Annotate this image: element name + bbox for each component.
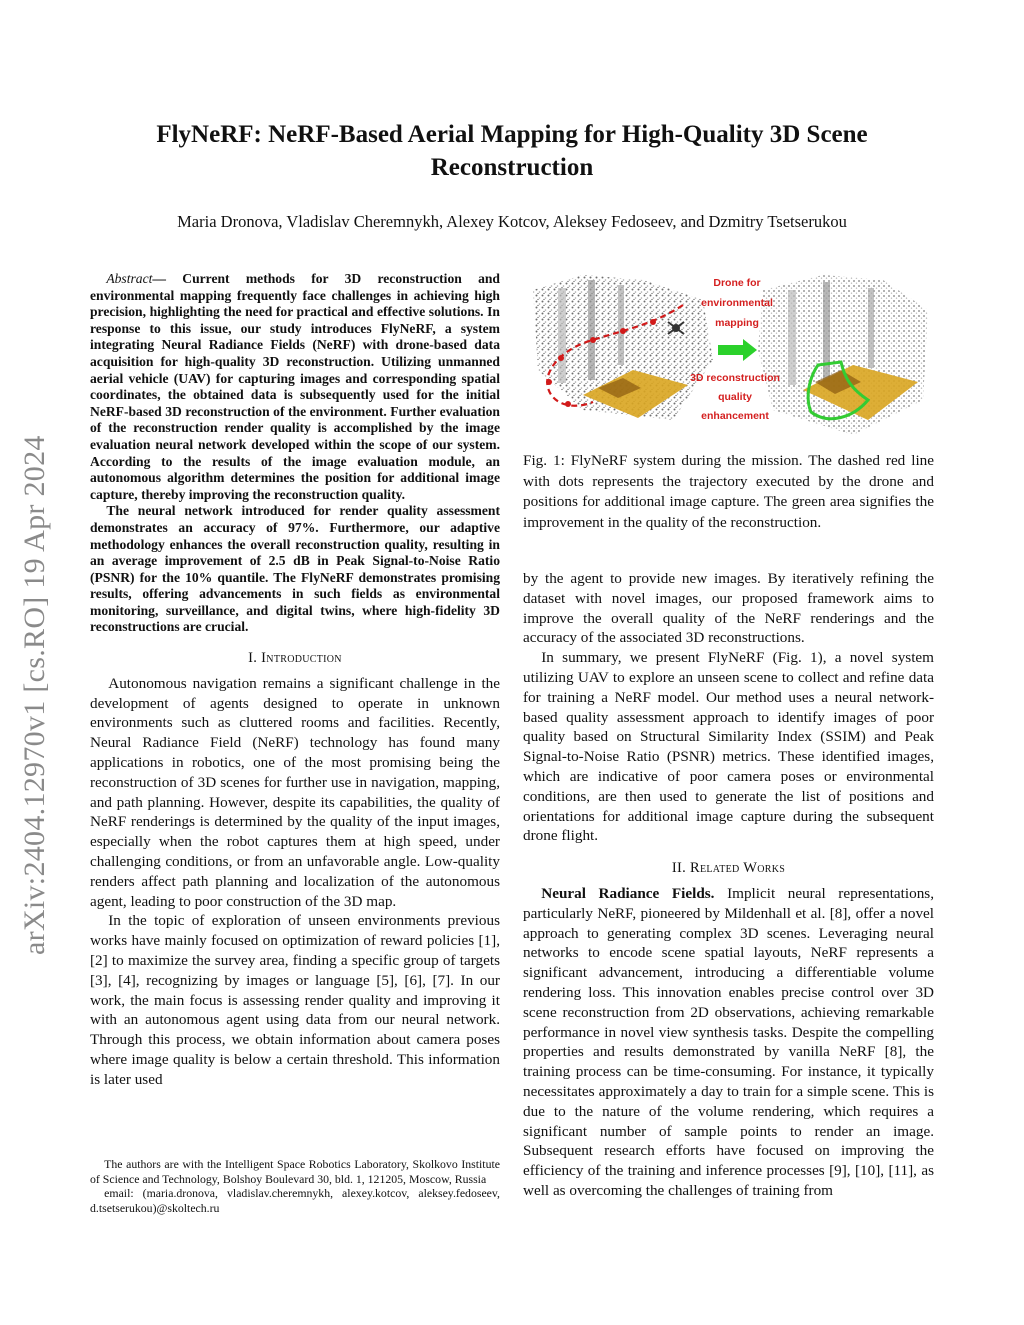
abstract-paragraph-1: Current methods for 3D reconstruction and environmental mapping frequently face challenges in achieving high precision, highlighting the need for practical and effective solutions. In response to this issue, our study introduces FlyNeRF, a system integrating Neural Radiance Fields (NeRF) with drone-based data acquisition for high-quality 3D reconstruction. Utilizing unmanned aerial vehicle (UAV) for capturing images and corresponding spatial coordinates, the obtained data is subsequently used for the initial NeRF-based 3D reconstruction of the environment. Further evaluation of the reconstruction render quality is accomplished by the image evaluation neural network developed within the scope of our system. According to the results of the image evaluation module, an autonomous algorithm determines the position for additional image capture, thereby improving the reconstruction quality. [90,271,500,502]
footnote [90,1157,500,1215]
introduction-body [90,674,500,1090]
transition-arrow-icon [718,339,757,361]
intro-paragraph-2-continued: by the agent to provide new images. By iteratively refining the dataset with novel images, our proposed framework aims to improve the overall quality of the NeRF renderings and the accuracy of the associated 3D reconstructions. [523,570,934,647]
figure-label-drone-3: mapping [715,317,759,329]
figure-label-recon-1: 3D reconstruction [690,372,780,384]
right-column-body [523,569,934,846]
related-paragraph-1: Implicit neural representations, particularly NeRF, pioneered by Mildenhall et al. [8], offer a novel approach to generating complex 3D scenes. Leveraging neural networks to encode scene spatial layouts, NeRF represents a significant advancement, introducing a differentiable volume rendering loss. This innovation enables precise control over 3D scene reconstruction from 2D observations, achieving remarkable performance in novel view synthesis tasks. Despite the compelling properties and results demonstrated by vanilla NeRF [8], the training process can be time-consuming. For instance, it typically necessitates approximately a day to train for a simple scene. This is due to the nature of the volume rendering, which requires a significant number of sample points to render an image. Subsequent research efforts have focused on improving the efficiency of the training and inference processes [9], [10], [11], as well as overcoming the challenges of training from [523,884,935,1199]
arxiv-identifier: arXiv:2404.12970v1 [cs.RO] 19 Apr 2024 [18,435,51,955]
section-heading-related-works [523,859,934,879]
right-scene [758,275,928,435]
section-title: Related Works [690,860,786,877]
section-number: I. [248,650,258,667]
right-column [523,569,934,1201]
figure-1 [523,270,934,442]
section-number: II. [671,860,687,877]
abstract: Abstract— Current methods for 3D reconstruction and environmental mapping frequently face challenges in achieving high precision, highlighting the need for practical and effective solutions. In response to this issue, our study introduces FlyNeRF, a system integrating Neural Radiance Fields (NeRF) with drone-based data acquisition for high-quality 3D reconstruction. Utilizing unmanned aerial vehicle (UAV) for capturing images and corresponding spatial coordinates, the obtained data is subsequently used for the initial NeRF-based 3D reconstruction of the environment. Further evaluation of the reconstruction render quality is accomplished by the image evaluation neural network developed within the scope of our system. According to the results of the image evaluation module, an autonomous algorithm determines the position for additional image capture, thereby improving the reconstruction quality. The neural network introduced for render quality assessment demonstrates an accuracy of 97%. Furthermore, our adaptive methodology enhances the overall reconstruction quality, resulting in an average improvement of 2.5 dB in Peak Signal-to-Noise Ratio (PSNR) for the 10% quantile. The FlyNeRF demonstrates promising results, offering advancements in such fields as environmental monitoring, surveillance, and digital twins, where high-fidelity 3D reconstructions are crucial. [90,271,500,635]
intro-paragraph-1: Autonomous navigation remains a significant challenge in the development of agents designed to operate in unknown environments such as cluttered rooms and facilities. Recently, Neural Radiance Field (NeRF) technology has found many applications in robotics, one of the most promising being the reconstruction of 3D scenes for further use in navigation, mapping, and path planning. However, despite its capabilities, the quality of NeRF renderings is determined by the quality of the input images, especially when the robot captures them at high speed, under challenging conditions, or from an unfavorable angle. Low-quality renders affect path planning and localization of the autonomous agent, leading to poor construction of the 3D map. [90,674,500,910]
left-column [90,271,500,1090]
section-heading-introduction [90,649,500,669]
figure-label-recon-2: quality [718,391,752,403]
left-scene [533,275,713,420]
runin-heading-nerf: Neural Radiance Fields. [541,884,715,902]
related-works-body [523,884,934,1201]
abstract-label: Abstract [106,271,153,286]
intro-paragraph-2: In the topic of exploration of unseen environments previous works have mainly focused on optimization of reward policies [1], [2] to maximize the survey area, finding a specific group of targets [3], [4], recognizing by images or language [5], [6], [7]. In our work, the main focus is assessing render quality and improving it with an autonomous agent using data from our neural network. Through this process, we obtain information about camera poses where image quality is below a certain threshold. This information is later used [90,912,500,1088]
figure-label-drone-2: environmental [701,297,773,309]
abstract-paragraph-2: The neural network introduced for render quality assessment demonstrates an accuracy of 97%. Furthermore, our adaptive methodology enhances the overall reconstruction quality, resulting in an average improvement of 2.5 dB in Peak Signal-to-Noise Ratio (PSNR) for the 10% quantile. The FlyNeRF demonstrates promising results, offering advancements in such fields as environmental monitoring, surveillance, and digital twins, where high-fidelity 3D reconstructions are crucial. [90,503,500,635]
figure-caption: Fig. 1: FlyNeRF system during the mission. The dashed red line with dots represents the trajectory executed by the drone and positions for additional image capture. The green area signifies the improvement in the quality of the reconstruction. [523,452,934,531]
author-list: Maria Dronova, Vladislav Cheremnykh, Alexey Kotcov, Aleksey Fedoseev, and Dzmitry Tsetserukou [177,212,847,231]
section-title: Introduction [261,650,342,667]
footnote-email: email: (maria.dronova, vladislav.cheremnykh, alexey.kotcov, aleksey.fedoseev, d.tsetserukou)@skoltech.ru [90,1186,500,1215]
footnote-affiliation: The authors are with the Intelligent Space Robotics Laboratory, Skolkovo Institute of Science and Technology, Bolshoy Boulevard 30, bld. 1, 121205, Moscow, Russia [90,1157,500,1186]
figure-label-recon-3: enhancement [701,410,769,422]
intro-paragraph-3: In summary, we present FlyNeRF (Fig. 1), a novel system utilizing UAV to explore an unseen scene to collect and refine data for training a NeRF model. Our method uses a neural network-based quality assessment approach to identify images of poor quality based on Structural Similarity Index (SSIM) and Peak Signal-to-Noise Ratio (PSNR) metrics. These identified images, which are indicative of poor camera poses or environmental conditions, are then used to generate the list of positions and orientations for additional image capture during the subsequent drone flight. [523,649,934,845]
paper-title: FlyNeRF: NeRF-Based Aerial Mapping for High-Quality 3D Scene Reconstruction [156,121,868,181]
figure-label-drone-1: Drone for [713,277,761,289]
